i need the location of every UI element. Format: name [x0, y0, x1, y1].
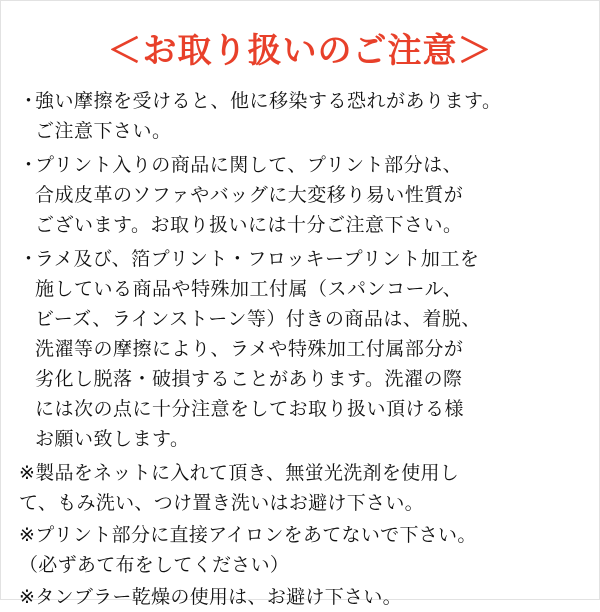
- text-line: ございます。お取り扱いには十分ご注意下さい。: [35, 213, 463, 236]
- document-body: [1, 86, 599, 612]
- text-line: 施している商品や特殊加工付属（スパンコール、: [35, 277, 463, 300]
- text-line: ビーズ、ラインストーン等）付きの商品は、着脱、: [35, 307, 481, 330]
- bullet-item: [19, 150, 577, 240]
- text-line: 劣化し脱落・破損することがあります。洗濯の際: [35, 367, 463, 390]
- bullet-text-block: [35, 150, 577, 240]
- bullet-text-block: [35, 86, 577, 146]
- bullet-item: [19, 86, 577, 146]
- bullet-marker: ・: [19, 153, 39, 176]
- text-line: ※製品をネットに入れて頂き、無蛍光洗剤を使用し: [19, 461, 460, 484]
- text-line: ご注意下さい。: [35, 119, 172, 142]
- bullet-item: [19, 244, 577, 454]
- bullet-marker: ・: [19, 89, 39, 112]
- text-line: ラメ及び、箔プリント・フロッキープリント加工を: [35, 247, 480, 270]
- text-line: ※タンブラー乾燥の使用は、お避け下さい。: [19, 585, 402, 608]
- page-title: ＜お取り扱いのご注意＞: [107, 31, 493, 71]
- note-item: [19, 582, 577, 612]
- bullet-marker: ・: [19, 247, 39, 270]
- text-line: て、もみ洗い、つけ置き洗いはお避け下さい。: [19, 491, 424, 514]
- text-line: 合成皮革のソファやバッグに大変移り易い性質が: [35, 183, 464, 206]
- text-line: には次の点に十分注意をしてお取り扱い頂ける様: [35, 397, 465, 420]
- bullet-text-block: [35, 244, 577, 454]
- text-line: お願い致します。: [35, 427, 190, 450]
- note-item: [19, 520, 577, 580]
- text-line: 強い摩擦を受けると、他に移染する恐れがあります。: [35, 89, 502, 112]
- note-item: [19, 458, 577, 518]
- text-line: ※プリント部分に直接アイロンをあてないで下さい。: [19, 523, 477, 546]
- text-line: （必ずあて布をしてください）: [19, 553, 290, 576]
- text-line: 洗濯等の摩擦により、ラメや特殊加工付属部分が: [35, 337, 464, 360]
- text-line: プリント入りの商品に関して、プリント部分は、: [35, 153, 463, 176]
